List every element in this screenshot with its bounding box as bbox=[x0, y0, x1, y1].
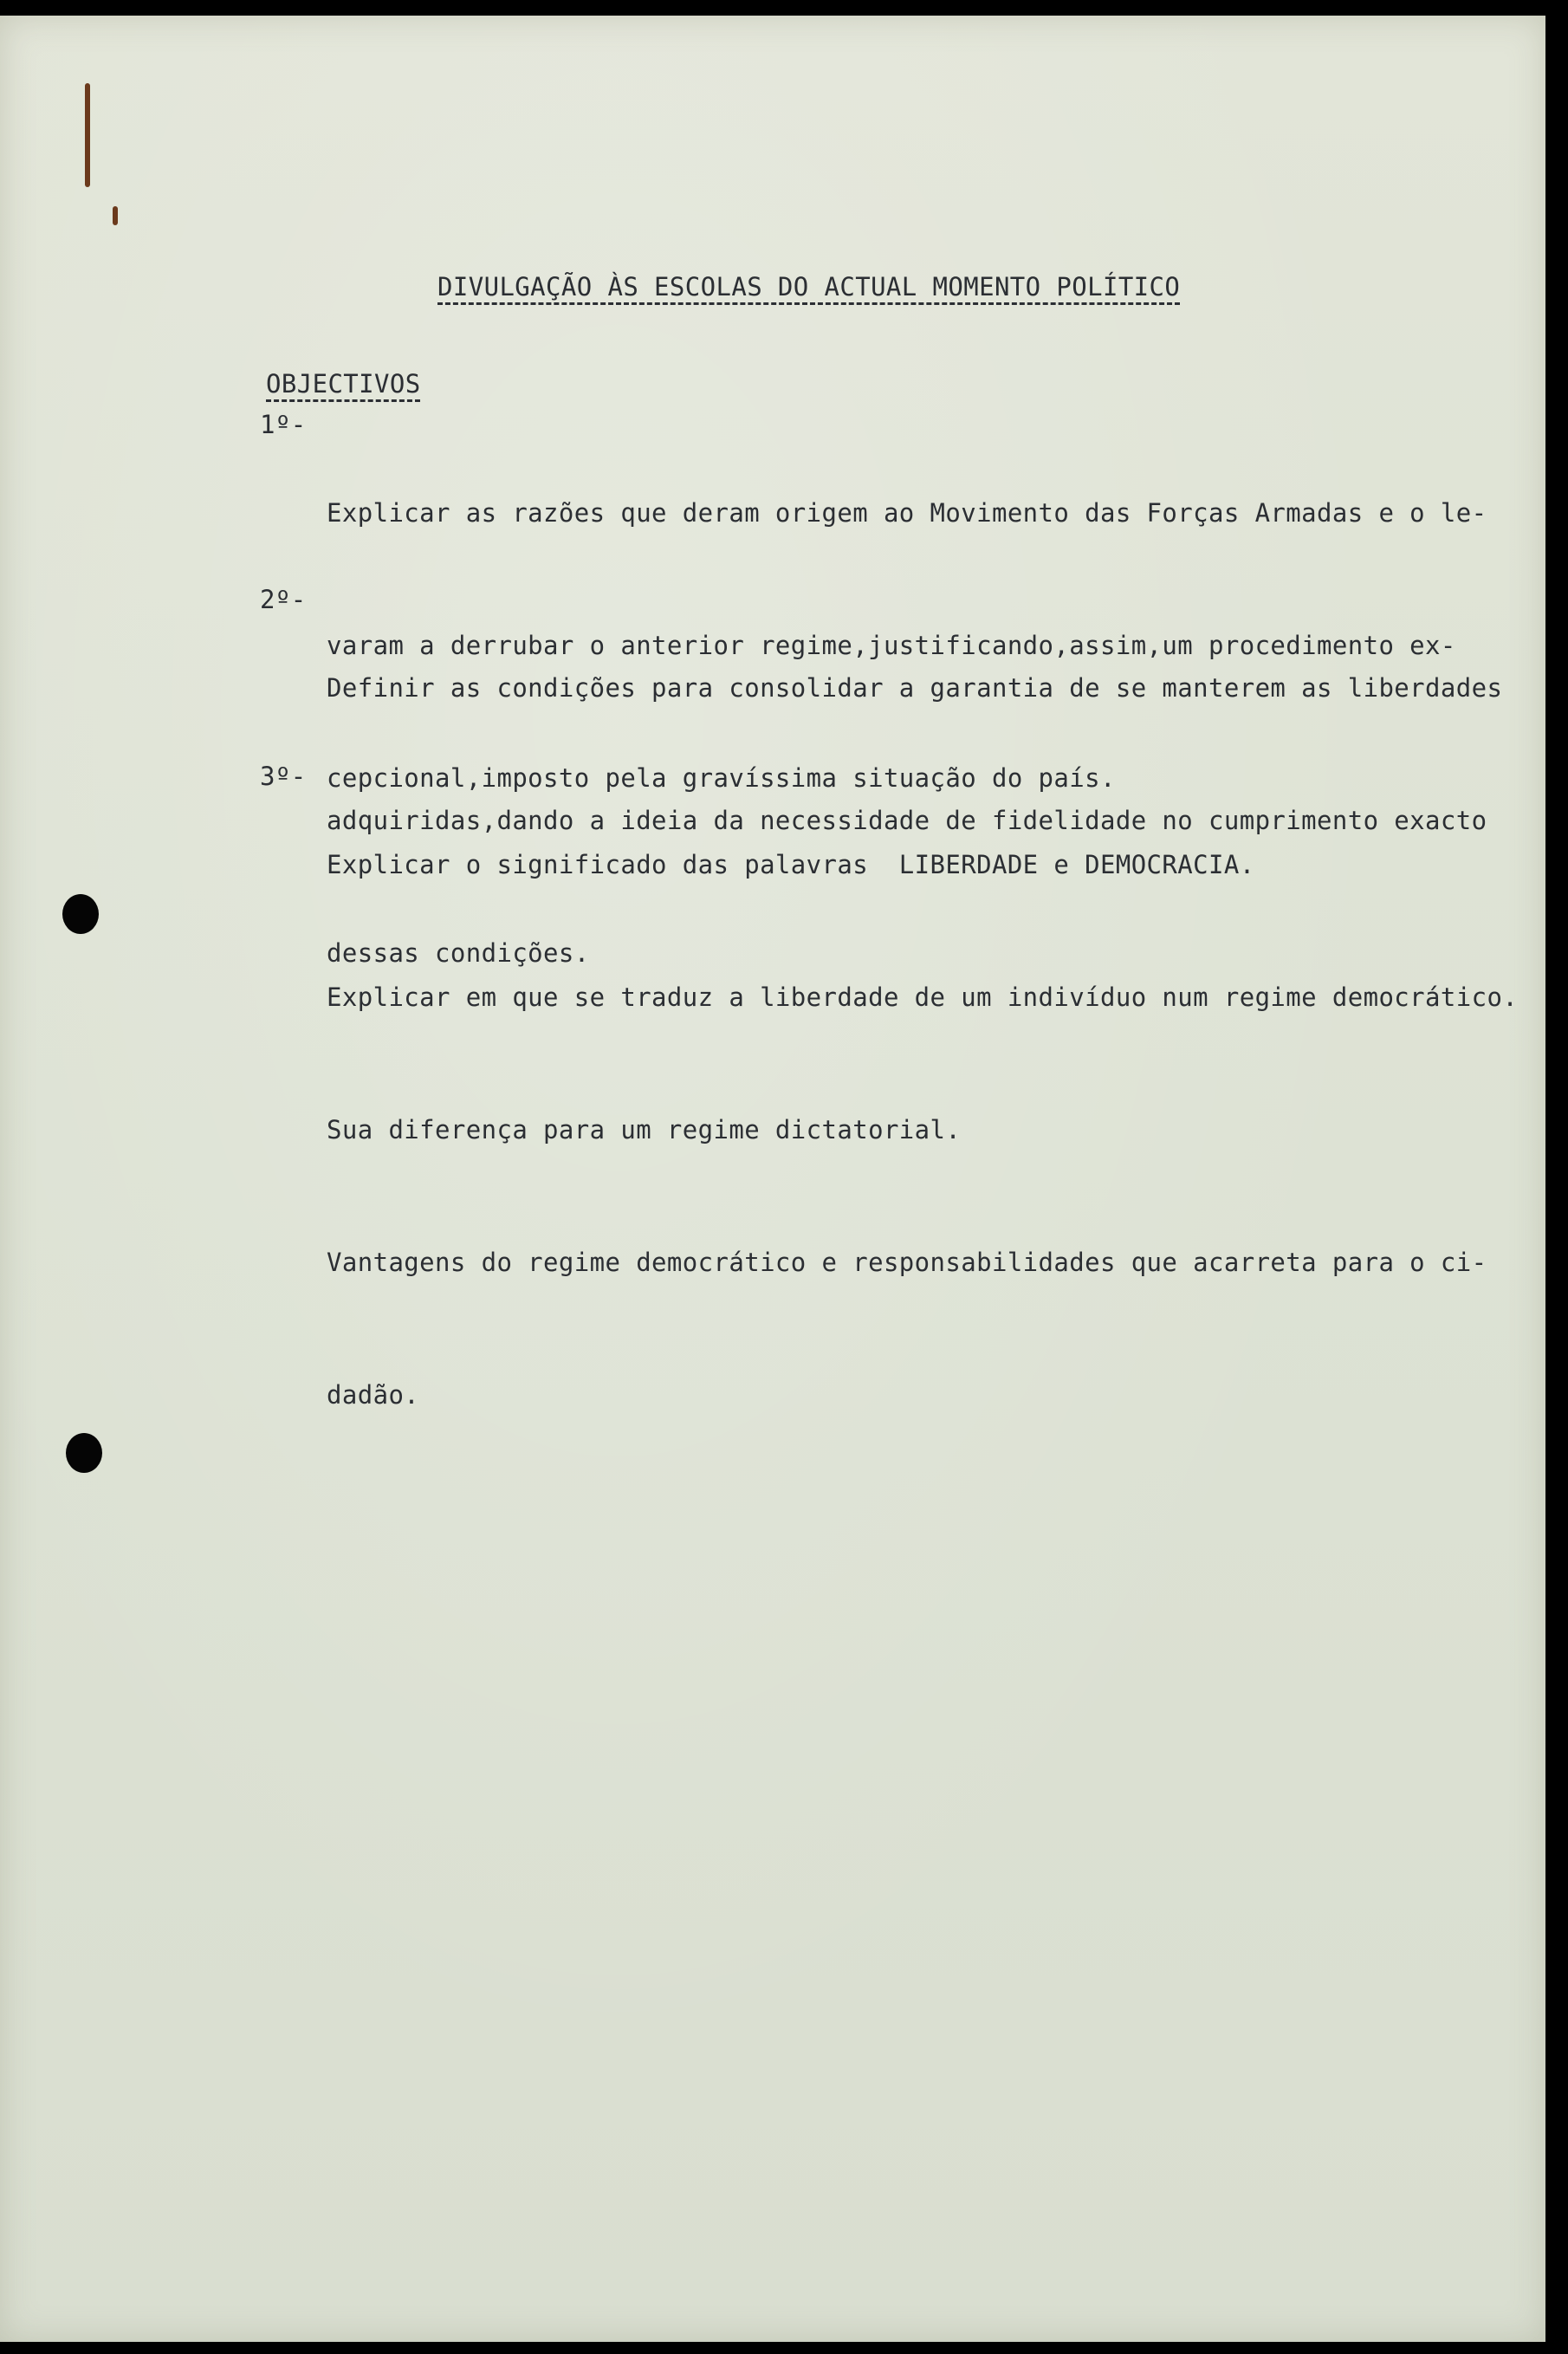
objective-line: dadão. bbox=[327, 1380, 420, 1410]
objective-line: cepcional,imposto pela gravíssima situação do país. bbox=[327, 763, 1116, 793]
objective-line: adquiridas,dando a ideia da necessidade de fidelidade no cumprimento exacto bbox=[327, 806, 1487, 835]
document-page bbox=[0, 16, 1545, 2342]
objective-text bbox=[327, 755, 1518, 1506]
objective-line: Vantagens do regime democrático e responsabilidades que acarreta para o ci- bbox=[327, 1248, 1487, 1277]
objective-line: Definir as condições para consolidar a garantia de se manterem as liberdades bbox=[327, 673, 1503, 703]
objective-number: 3º- bbox=[260, 762, 307, 791]
section-heading: OBJECTIVOS bbox=[266, 369, 421, 399]
document-title: DIVULGAÇÃO ÀS ESCOLAS DO ACTUAL MOMENTO POLÍTICO bbox=[437, 272, 1181, 302]
objective-line: Explicar em que se traduz a liberdade de um indivíduo num regime democrático. bbox=[327, 982, 1519, 1012]
objective-line: Explicar as razões que deram origem ao Movimento das Forças Armadas e o le- bbox=[327, 498, 1487, 528]
objective-line: Explicar o significado das palavras LIBERDADE e DEMOCRACIA. bbox=[327, 850, 1255, 879]
staple-mark-small bbox=[113, 206, 118, 225]
objective-line: dessas condições. bbox=[327, 938, 590, 968]
punch-hole-bottom bbox=[66, 1433, 102, 1473]
objective-number: 1º- bbox=[260, 410, 307, 439]
staple-mark bbox=[85, 83, 90, 187]
objective-number: 2º- bbox=[260, 585, 307, 614]
punch-hole-top bbox=[62, 894, 99, 934]
objective-line: Sua diferença para um regime dictatorial. bbox=[327, 1115, 962, 1145]
objective-line: varam a derrubar o anterior regime,justificando,assim,um procedimento ex- bbox=[327, 631, 1456, 660]
